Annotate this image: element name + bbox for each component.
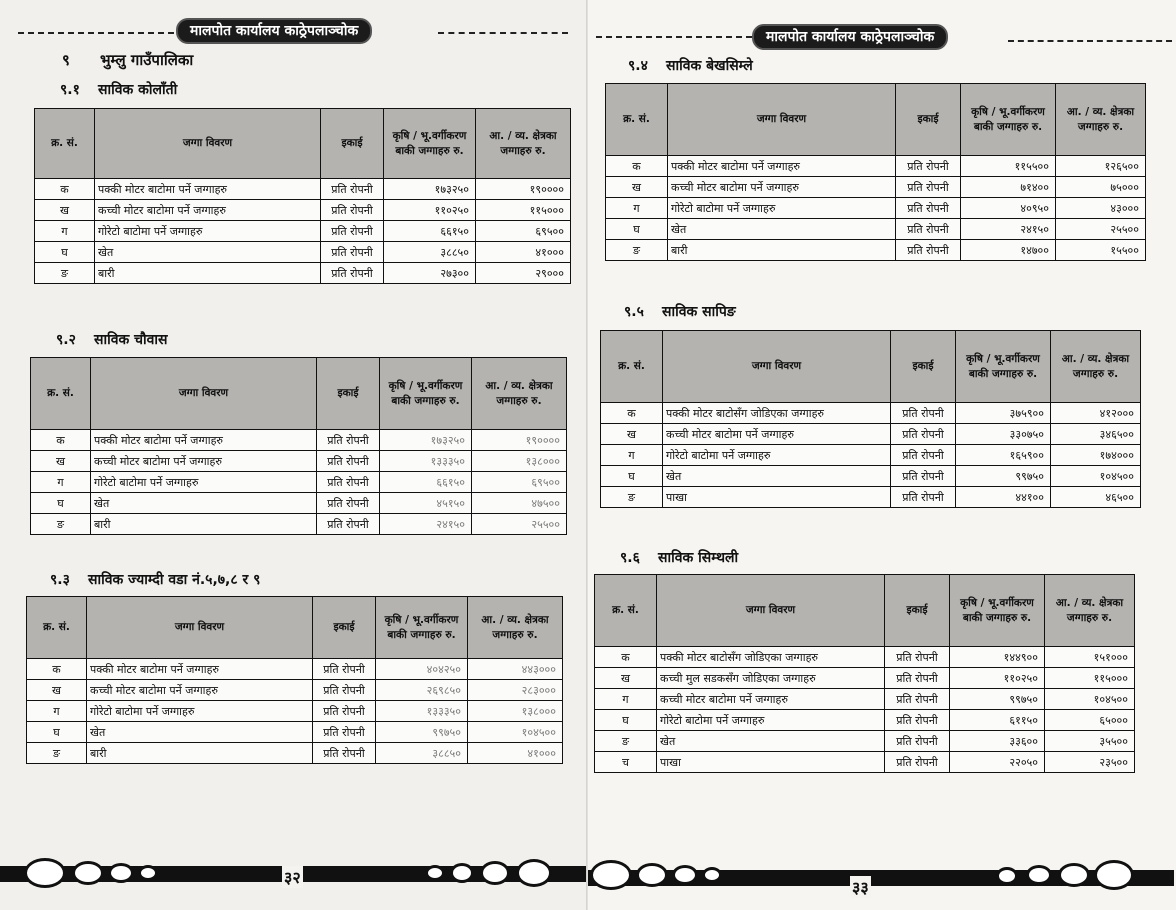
section-heading xyxy=(50,570,260,589)
row-sn: ग xyxy=(595,689,657,710)
table-row xyxy=(27,722,563,743)
table-row xyxy=(31,493,567,514)
row-unit: प्रति रोपनी xyxy=(317,430,380,451)
table-row xyxy=(606,198,1146,219)
col-header-description: जग्गा विवरण xyxy=(87,597,313,659)
col-header-commercial: आ. / व्य. क्षेत्रका जग्गाहरु रु. xyxy=(1051,331,1141,403)
row-unit: प्रति रोपनी xyxy=(891,487,956,508)
table-row xyxy=(35,200,571,221)
row-unit: प्रति रोपनी xyxy=(313,680,376,701)
row-commercial-rate: २८३००० xyxy=(468,680,563,701)
table-row xyxy=(595,647,1135,668)
row-unit: प्रति रोपनी xyxy=(896,219,961,240)
table-row xyxy=(606,156,1146,177)
table-row xyxy=(595,668,1135,689)
table-row xyxy=(595,689,1135,710)
row-unit: प्रति रोपनी xyxy=(885,668,950,689)
row-sn: क xyxy=(27,659,87,680)
footer-dot xyxy=(590,860,632,890)
row-commercial-rate: २५५०० xyxy=(1056,219,1146,240)
row-commercial-rate: ४७५०० xyxy=(472,493,567,514)
row-unit: प्रति रोपनी xyxy=(891,466,956,487)
section-title: साविक सापिङ xyxy=(662,304,736,320)
row-unit: प्रति रोपनी xyxy=(885,710,950,731)
page-number: ३३ xyxy=(852,878,869,897)
col-header-agri: कृषि / भू.वर्गीकरण बाकी जग्गाहरु रु. xyxy=(380,358,472,430)
table-row xyxy=(601,466,1141,487)
col-header-agri: कृषि / भू.वर्गीकरण बाकी जग्गाहरु रु. xyxy=(950,575,1045,647)
row-commercial-rate: ४६५०० xyxy=(1051,487,1141,508)
row-agri-rate: १६५९०० xyxy=(956,445,1051,466)
row-sn: ख xyxy=(595,668,657,689)
row-agri-rate: ६६१५० xyxy=(384,221,476,242)
row-unit: प्रति रोपनी xyxy=(313,701,376,722)
row-sn: ङ xyxy=(35,263,95,284)
land-rate-table xyxy=(30,357,567,535)
row-sn: ख xyxy=(601,424,663,445)
table-row xyxy=(606,219,1146,240)
row-commercial-rate: ४४३००० xyxy=(468,659,563,680)
row-unit: प्रति रोपनी xyxy=(891,424,956,445)
row-description: पक्की मोटर बाटोसँग जोडिएका जग्गाहरु xyxy=(663,403,891,424)
row-description: कच्ची मोटर बाटोमा पर्ने जग्गाहरु xyxy=(663,424,891,445)
row-unit: प्रति रोपनी xyxy=(313,743,376,764)
footer-dot xyxy=(672,865,698,885)
section-heading xyxy=(624,302,736,321)
row-sn: क xyxy=(31,430,91,451)
col-header-unit: इकाई xyxy=(313,597,376,659)
section-title: साविक बेखसिम्ले xyxy=(666,58,753,74)
table-row xyxy=(595,752,1135,773)
row-sn: घ xyxy=(35,242,95,263)
col-header-sn: क्र. सं. xyxy=(595,575,657,647)
row-sn: ग xyxy=(606,198,668,219)
section-number: ९.१ xyxy=(60,82,80,98)
row-description: कच्ची मोटर बाटोमा पर्ने जग्गाहरु xyxy=(87,680,313,701)
row-agri-rate: २२०५० xyxy=(950,752,1045,773)
col-header-agri: कृषि / भू.वर्गीकरण बाकी जग्गाहरु रु. xyxy=(384,109,476,179)
row-sn: ग xyxy=(35,221,95,242)
row-commercial-rate: २९००० xyxy=(476,263,571,284)
section-title: साविक ज्याम्दी वडा नं.५,७,८ र ९ xyxy=(88,572,261,588)
row-agri-rate: १७३२५० xyxy=(380,430,472,451)
row-unit: प्रति रोपनी xyxy=(317,472,380,493)
row-sn: ख xyxy=(31,451,91,472)
table-row xyxy=(27,659,563,680)
section-number: ९.३ xyxy=(50,572,70,588)
section-number: ९.४ xyxy=(628,58,648,74)
row-commercial-rate: ६९५०० xyxy=(472,472,567,493)
row-description: पक्की मोटर बाटोमा पर्ने जग्गाहरु xyxy=(95,179,321,200)
row-description: बारी xyxy=(87,743,313,764)
row-description: कच्ची मुल सडकसँग जोडिएका जग्गाहरु xyxy=(657,668,885,689)
row-unit: प्रति रोपनी xyxy=(891,445,956,466)
table-row xyxy=(595,731,1135,752)
row-agri-rate: ११५५०० xyxy=(961,156,1056,177)
municipality-number: ९ xyxy=(62,51,70,69)
row-commercial-rate: ६९५०० xyxy=(476,221,571,242)
section-title: साविक कोलाँती xyxy=(98,82,178,98)
header-rule-left xyxy=(596,36,752,38)
col-header-commercial: आ. / व्य. क्षेत्रका जग्गाहरु रु. xyxy=(1045,575,1135,647)
col-header-sn: क्र. सं. xyxy=(31,358,91,430)
row-description: कच्ची मोटर बाटोमा पर्ने जग्गाहरु xyxy=(95,200,321,221)
table-row xyxy=(35,179,571,200)
row-description: पक्की मोटर बाटोमा पर्ने जग्गाहरु xyxy=(668,156,896,177)
land-rate-table xyxy=(594,574,1135,773)
row-commercial-rate: १९०००० xyxy=(472,430,567,451)
section-number: ९.२ xyxy=(56,332,76,348)
table-row xyxy=(35,221,571,242)
table-row xyxy=(27,743,563,764)
row-unit: प्रति रोपनी xyxy=(896,240,961,261)
row-sn: ग xyxy=(601,445,663,466)
footer-dot xyxy=(702,867,722,883)
table-row xyxy=(601,487,1141,508)
row-unit: प्रति रोपनी xyxy=(321,221,384,242)
footer-dot xyxy=(72,861,104,885)
row-agri-rate: २७३०० xyxy=(384,263,476,284)
row-unit: प्रति रोपनी xyxy=(321,179,384,200)
footer-dot xyxy=(1026,865,1052,885)
col-header-unit: इकाई xyxy=(885,575,950,647)
row-description: खेत xyxy=(657,731,885,752)
col-header-sn: क्र. सं. xyxy=(35,109,95,179)
row-description: पक्की मोटर बाटोसँग जोडिएका जग्गाहरु xyxy=(657,647,885,668)
section-title: साविक सिम्थली xyxy=(658,550,739,566)
row-description: खेत xyxy=(663,466,891,487)
row-commercial-rate: १९०००० xyxy=(476,179,571,200)
col-header-agri: कृषि / भू.वर्गीकरण बाकी जग्गाहरु रु. xyxy=(956,331,1051,403)
row-description: गोरेटो बाटोमा पर्ने जग्गाहरु xyxy=(668,198,896,219)
row-unit: प्रति रोपनी xyxy=(896,177,961,198)
row-unit: प्रति रोपनी xyxy=(313,659,376,680)
table-row xyxy=(31,451,567,472)
row-sn: घ xyxy=(601,466,663,487)
land-rate-table xyxy=(34,108,571,284)
row-description: खेत xyxy=(668,219,896,240)
municipality-title: भुम्लु गाउँपालिका xyxy=(100,51,194,69)
row-agri-rate: ४०४२५० xyxy=(376,659,468,680)
row-commercial-rate: १५१००० xyxy=(1045,647,1135,668)
row-unit: प्रति रोपनी xyxy=(885,689,950,710)
footer-dot xyxy=(1058,863,1090,887)
row-description: बारी xyxy=(91,514,317,535)
row-sn: ग xyxy=(27,701,87,722)
row-sn: क xyxy=(35,179,95,200)
row-description: गोरेटो बाटोमा पर्ने जग्गाहरु xyxy=(663,445,891,466)
col-header-unit: इकाई xyxy=(317,358,380,430)
col-header-sn: क्र. सं. xyxy=(606,84,668,156)
footer-dot xyxy=(480,861,510,885)
row-commercial-rate: २३५०० xyxy=(1045,752,1135,773)
col-header-unit: इकाई xyxy=(891,331,956,403)
section-heading xyxy=(620,548,738,567)
row-unit: प्रति रोपनी xyxy=(317,493,380,514)
table-row xyxy=(31,430,567,451)
header-rule-left xyxy=(18,32,174,34)
section-heading xyxy=(56,330,168,349)
col-header-commercial: आ. / व्य. क्षेत्रका जग्गाहरु रु. xyxy=(1056,84,1146,156)
section-heading xyxy=(60,80,177,99)
row-commercial-rate: ४१२००० xyxy=(1051,403,1141,424)
row-sn: ङ xyxy=(601,487,663,508)
row-commercial-rate: १३८००० xyxy=(472,451,567,472)
row-description: पाखा xyxy=(657,752,885,773)
row-commercial-rate: २५५०० xyxy=(472,514,567,535)
table-row xyxy=(35,242,571,263)
footer-dot xyxy=(516,859,552,887)
row-agri-rate: ९९७५० xyxy=(950,689,1045,710)
col-header-commercial: आ. / व्य. क्षेत्रका जग्गाहरु रु. xyxy=(476,109,571,179)
row-sn: ग xyxy=(31,472,91,493)
col-header-description: जग्गा विवरण xyxy=(91,358,317,430)
table-row xyxy=(606,240,1146,261)
row-unit: प्रति रोपनी xyxy=(896,156,961,177)
section-number: ९.६ xyxy=(620,550,640,566)
footer-dot xyxy=(24,858,66,888)
footer-dot xyxy=(636,863,668,887)
row-unit: प्रति रोपनी xyxy=(321,263,384,284)
row-commercial-rate: १०४५०० xyxy=(1045,689,1135,710)
row-agri-rate: ६६१५० xyxy=(380,472,472,493)
col-header-agri: कृषि / भू.वर्गीकरण बाकी जग्गाहरु रु. xyxy=(376,597,468,659)
row-agri-rate: ३७५९०० xyxy=(956,403,1051,424)
row-description: खेत xyxy=(95,242,321,263)
row-unit: प्रति रोपनी xyxy=(317,514,380,535)
header-title-right: मालपोत कार्यालय काठ्रेपलाञ्चोक xyxy=(752,24,948,50)
row-sn: ङ xyxy=(595,731,657,752)
col-header-agri: कृषि / भू.वर्गीकरण बाकी जग्गाहरु रु. xyxy=(961,84,1056,156)
row-sn: घ xyxy=(595,710,657,731)
row-agri-rate: १३३३५० xyxy=(380,451,472,472)
col-header-description: जग्गा विवरण xyxy=(668,84,896,156)
page-number: ३२ xyxy=(284,868,301,887)
row-agri-rate: ६११५० xyxy=(950,710,1045,731)
col-header-unit: इकाई xyxy=(321,109,384,179)
col-header-description: जग्गा विवरण xyxy=(663,331,891,403)
row-description: कच्ची मोटर बाटोमा पर्ने जग्गाहरु xyxy=(657,689,885,710)
footer-dot xyxy=(1094,860,1134,890)
table-row xyxy=(601,424,1141,445)
row-agri-rate: ११०२५० xyxy=(950,668,1045,689)
table-row xyxy=(601,445,1141,466)
row-commercial-rate: ३४६५०० xyxy=(1051,424,1141,445)
header-rule-right xyxy=(1008,40,1172,42)
row-sn: ख xyxy=(606,177,668,198)
row-agri-rate: ४५१५० xyxy=(380,493,472,514)
row-commercial-rate: १७४००० xyxy=(1051,445,1141,466)
row-description: बारी xyxy=(95,263,321,284)
row-description: खेत xyxy=(87,722,313,743)
row-sn: ङ xyxy=(606,240,668,261)
row-commercial-rate: १५५०० xyxy=(1056,240,1146,261)
col-header-sn: क्र. सं. xyxy=(27,597,87,659)
row-unit: प्रति रोपनी xyxy=(313,722,376,743)
row-unit: प्रति रोपनी xyxy=(885,647,950,668)
row-commercial-rate: ४३००० xyxy=(1056,198,1146,219)
row-commercial-rate: ११५००० xyxy=(1045,668,1135,689)
row-description: पक्की मोटर बाटोमा पर्ने जग्गाहरु xyxy=(91,430,317,451)
row-commercial-rate: ११५००० xyxy=(476,200,571,221)
row-agri-rate: ३३६०० xyxy=(950,731,1045,752)
row-description: खेत xyxy=(91,493,317,514)
row-commercial-rate: ४१००० xyxy=(476,242,571,263)
row-sn: घ xyxy=(31,493,91,514)
header-title-left: मालपोत कार्यालय काठ्रेपलाञ्चोक xyxy=(176,18,372,44)
row-agri-rate: ३३०७५० xyxy=(956,424,1051,445)
table-row xyxy=(601,403,1141,424)
row-unit: प्रति रोपनी xyxy=(321,200,384,221)
row-agri-rate: ४४१०० xyxy=(956,487,1051,508)
section-heading xyxy=(628,56,753,75)
footer-dot xyxy=(996,867,1018,885)
row-agri-rate: ९९७५० xyxy=(376,722,468,743)
table-row xyxy=(35,263,571,284)
row-commercial-rate: ६५००० xyxy=(1045,710,1135,731)
row-sn: ख xyxy=(35,200,95,221)
row-agri-rate: १७३२५० xyxy=(384,179,476,200)
row-agri-rate: ४०९५० xyxy=(961,198,1056,219)
row-agri-rate: २६९८५० xyxy=(376,680,468,701)
row-sn: क xyxy=(601,403,663,424)
col-header-commercial: आ. / व्य. क्षेत्रका जग्गाहरु रु. xyxy=(468,597,563,659)
row-unit: प्रति रोपनी xyxy=(891,403,956,424)
row-unit: प्रति रोपनी xyxy=(317,451,380,472)
land-rate-table xyxy=(605,83,1146,261)
table-row xyxy=(31,514,567,535)
table-row xyxy=(595,710,1135,731)
row-sn: च xyxy=(595,752,657,773)
land-rate-table xyxy=(600,330,1141,508)
row-agri-rate: १३३३५० xyxy=(376,701,468,722)
row-description: कच्ची मोटर बाटोमा पर्ने जग्गाहरु xyxy=(91,451,317,472)
row-commercial-rate: ४१००० xyxy=(468,743,563,764)
row-agri-rate: १४४९०० xyxy=(950,647,1045,668)
row-sn: घ xyxy=(27,722,87,743)
row-unit: प्रति रोपनी xyxy=(885,731,950,752)
footer-dot xyxy=(450,863,474,883)
right-page xyxy=(588,0,1176,910)
row-agri-rate: ३८८५० xyxy=(384,242,476,263)
row-commercial-rate: १०४५०० xyxy=(468,722,563,743)
row-agri-rate: ७१४०० xyxy=(961,177,1056,198)
row-unit: प्रति रोपनी xyxy=(321,242,384,263)
footer-dot xyxy=(108,863,134,883)
table-row xyxy=(31,472,567,493)
col-header-description: जग्गा विवरण xyxy=(657,575,885,647)
footer-dot xyxy=(138,865,158,881)
row-description: बारी xyxy=(668,240,896,261)
row-commercial-rate: ७५००० xyxy=(1056,177,1146,198)
row-agri-rate: १४७०० xyxy=(961,240,1056,261)
row-commercial-rate: १२६५०० xyxy=(1056,156,1146,177)
row-agri-rate: २४१५० xyxy=(961,219,1056,240)
col-header-sn: क्र. सं. xyxy=(601,331,663,403)
row-sn: घ xyxy=(606,219,668,240)
row-unit: प्रति रोपनी xyxy=(896,198,961,219)
table-row xyxy=(606,177,1146,198)
row-description: गोरेटो बाटोमा पर्ने जग्गाहरु xyxy=(95,221,321,242)
row-commercial-rate: १०४५०० xyxy=(1051,466,1141,487)
row-commercial-rate: १३८००० xyxy=(468,701,563,722)
row-sn: क xyxy=(595,647,657,668)
section-number: ९.५ xyxy=(624,304,644,320)
row-agri-rate: ९९७५० xyxy=(956,466,1051,487)
row-commercial-rate: ३५५०० xyxy=(1045,731,1135,752)
footer-dot xyxy=(425,865,445,881)
row-agri-rate: ११०२५० xyxy=(384,200,476,221)
row-description: पक्की मोटर बाटोमा पर्ने जग्गाहरु xyxy=(87,659,313,680)
header-rule-right xyxy=(438,32,568,34)
row-description: पाखा xyxy=(663,487,891,508)
municipality-heading xyxy=(62,50,193,70)
row-description: गोरेटो बाटोमा पर्ने जग्गाहरु xyxy=(87,701,313,722)
row-agri-rate: ३८८५० xyxy=(376,743,468,764)
row-sn: ङ xyxy=(27,743,87,764)
row-unit: प्रति रोपनी xyxy=(885,752,950,773)
row-description: कच्ची मोटर बाटोमा पर्ने जग्गाहरु xyxy=(668,177,896,198)
row-agri-rate: २४१५० xyxy=(380,514,472,535)
row-sn: ख xyxy=(27,680,87,701)
row-sn: क xyxy=(606,156,668,177)
row-description: गोरेटो बाटोमा पर्ने जग्गाहरु xyxy=(657,710,885,731)
col-header-unit: इकाई xyxy=(896,84,961,156)
row-description: गोरेटो बाटोमा पर्ने जग्गाहरु xyxy=(91,472,317,493)
table-row xyxy=(27,701,563,722)
col-header-description: जग्गा विवरण xyxy=(95,109,321,179)
land-rate-table xyxy=(26,596,563,764)
section-title: साविक चौवास xyxy=(94,332,168,348)
col-header-commercial: आ. / व्य. क्षेत्रका जग्गाहरु रु. xyxy=(472,358,567,430)
table-row xyxy=(27,680,563,701)
row-sn: ङ xyxy=(31,514,91,535)
